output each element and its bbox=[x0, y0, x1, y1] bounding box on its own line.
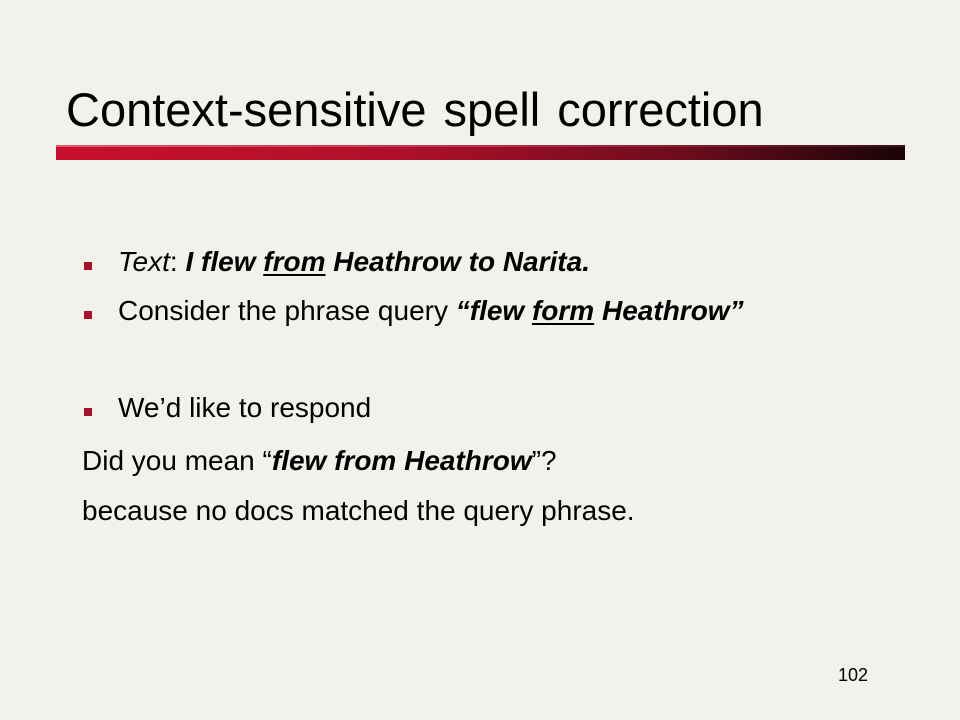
text-segment: “flew bbox=[455, 295, 532, 326]
text-segment: Did you mean “ bbox=[82, 445, 272, 476]
text-segment: Heathrow to Narita. bbox=[325, 246, 590, 277]
text-segment: I flew bbox=[185, 246, 264, 277]
text-segment: We’d like to respond bbox=[118, 392, 372, 423]
title-underline-bar bbox=[56, 145, 905, 160]
text-segment: Consider the phrase query bbox=[118, 295, 456, 326]
underlined-word: from bbox=[263, 246, 326, 277]
bullet-text-line bbox=[118, 294, 744, 328]
text-segment: ”? bbox=[531, 445, 557, 476]
text-segment: because no docs matched the query phrase. bbox=[82, 495, 635, 526]
bullet-marker bbox=[84, 311, 92, 319]
body-text-line bbox=[82, 444, 557, 478]
underlined-word: form bbox=[531, 295, 595, 326]
slide-title: Context-sensitive spell correction bbox=[66, 83, 764, 136]
bullet-text-line bbox=[118, 391, 371, 425]
body-text-line bbox=[82, 494, 635, 528]
page-number: 102 bbox=[838, 665, 869, 685]
bullet-text-line bbox=[118, 245, 590, 279]
bullet-marker bbox=[84, 408, 92, 416]
bullet-marker bbox=[84, 262, 92, 270]
text-segment: : bbox=[169, 246, 186, 277]
text-segment: flew from Heathrow bbox=[271, 445, 532, 476]
text-segment: Text bbox=[118, 246, 170, 277]
text-segment: Heathrow” bbox=[594, 295, 744, 326]
